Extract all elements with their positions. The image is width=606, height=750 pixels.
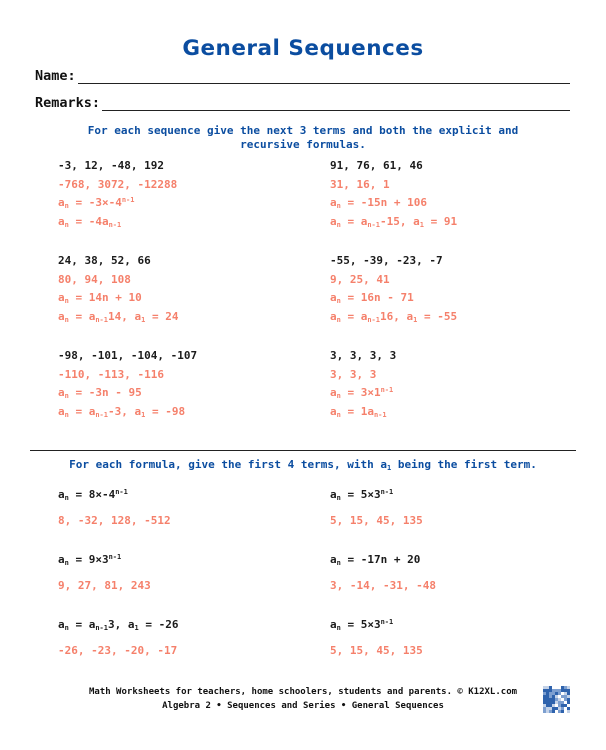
remarks-label: Remarks: — [35, 95, 101, 111]
problem-1 — [58, 157, 177, 231]
explicit-formula-line: $a_n = 16n - 71$ — [330, 291, 414, 305]
recursive-formula-line: $a_n = a_{n-1}-15$, $a_1 = 91$ — [330, 214, 458, 229]
recursive-formula-line: $a_n = 1a_{n-1}$ — [330, 404, 387, 419]
next-terms-line: 80, 94, 108 — [58, 272, 131, 286]
terms-line: 8, -32, 128, -512 — [58, 514, 171, 527]
sequence-line: -98, -101, -104, -107 — [58, 349, 198, 362]
remarks-blank-line — [102, 94, 570, 111]
next-terms-line: 31, 16, 1 — [330, 177, 390, 191]
formula-line: $a_n = -17n + 20$ — [330, 553, 421, 567]
page-footer — [0, 686, 606, 713]
explicit-formula-line: $a_n = -3n - 95$ — [58, 386, 142, 400]
name-label: Name: — [35, 68, 76, 84]
terms-line: 5, 15, 45, 135 — [330, 644, 423, 657]
terms-line: -26, -23, -20, -17 — [58, 644, 178, 657]
terms-line: 3, -14, -31, -48 — [330, 579, 436, 592]
section-divider — [30, 450, 576, 451]
name-field — [35, 66, 570, 84]
formula-problem-3 — [58, 551, 151, 596]
formula-problem-6 — [330, 616, 423, 661]
name-blank-line — [78, 67, 570, 84]
next-terms-line: 9, 25, 41 — [330, 272, 390, 286]
formula-line: $a_n = 8\times-4^{n-1}$ — [58, 488, 128, 502]
formula-problem-1 — [58, 486, 171, 531]
formula-problem-4 — [330, 551, 436, 596]
terms-line: 5, 15, 45, 135 — [330, 514, 423, 527]
next-terms-line: 3, 3, 3 — [330, 367, 377, 381]
next-terms-line: -768, 3072, -12288 — [58, 177, 178, 191]
problem-4 — [330, 252, 457, 326]
footer-breadcrumb-line: Algebra 2 • Sequences and Series • General Sequences — [162, 700, 444, 711]
recursive-formula-line: $a_n = a_{n-1}-3$, $a_1 = -98$ — [58, 404, 186, 419]
qr-code-icon — [543, 686, 570, 713]
sequence-line: -55, -39, -23, -7 — [330, 254, 443, 267]
formula-problem-2 — [330, 486, 423, 531]
explicit-formula-line: $a_n = 14n + 10$ — [58, 291, 142, 305]
section2-instructions: For each formula, give the first 4 terms, with $a_1$ being the first term. — [69, 458, 537, 472]
formula-line: $a_n = 9\times 3^{n-1}$ — [58, 553, 122, 567]
explicit-formula-line: $a_n = 3\times 1^{n-1}$ — [330, 386, 394, 400]
explicit-formula-line: $a_n = -15n + 106$ — [330, 196, 427, 210]
sequence-line: 91, 76, 61, 46 — [330, 159, 423, 172]
terms-line: 9, 27, 81, 243 — [58, 579, 151, 592]
recursive-formula-line: $a_n = -4a_{n-1}$ — [58, 214, 122, 229]
footer-copyright-line: Math Worksheets for teachers, home schoolers, students and parents. © K12XL.com — [88, 687, 518, 697]
problem-2 — [330, 157, 457, 231]
section1-instructions: For each sequence give the next 3 terms and both the explicit and recursive formulas. — [87, 124, 519, 151]
formula-problem-5 — [58, 616, 178, 661]
page-title: General Sequences — [182, 36, 424, 61]
sequence-line: 3, 3, 3, 3 — [330, 349, 397, 362]
remarks-field — [35, 93, 570, 111]
formula-line: $a_n = 5\times 3^{n-1}$ — [330, 618, 394, 632]
recursive-formula-line: $a_n = a_{n-1}16$, $a_1 = -55$ — [330, 309, 458, 324]
problem-6 — [330, 347, 396, 421]
sequence-line: 24, 38, 52, 66 — [58, 254, 151, 267]
explicit-formula-line: $a_n = -3\times-4^{n-1}$ — [58, 196, 135, 210]
formula-line: $a_n = a_{n-1}3$, $a_1 = -26$ — [58, 618, 179, 632]
problem-3 — [58, 252, 178, 326]
problem-5 — [58, 347, 197, 421]
sequence-line: -3, 12, -48, 192 — [58, 159, 164, 172]
next-terms-line: -110, -113, -116 — [58, 367, 164, 381]
recursive-formula-line: $a_n = a_{n-1}14$, $a_1 = 24$ — [58, 309, 179, 324]
formula-line: $a_n = 5\times 3^{n-1}$ — [330, 488, 394, 502]
